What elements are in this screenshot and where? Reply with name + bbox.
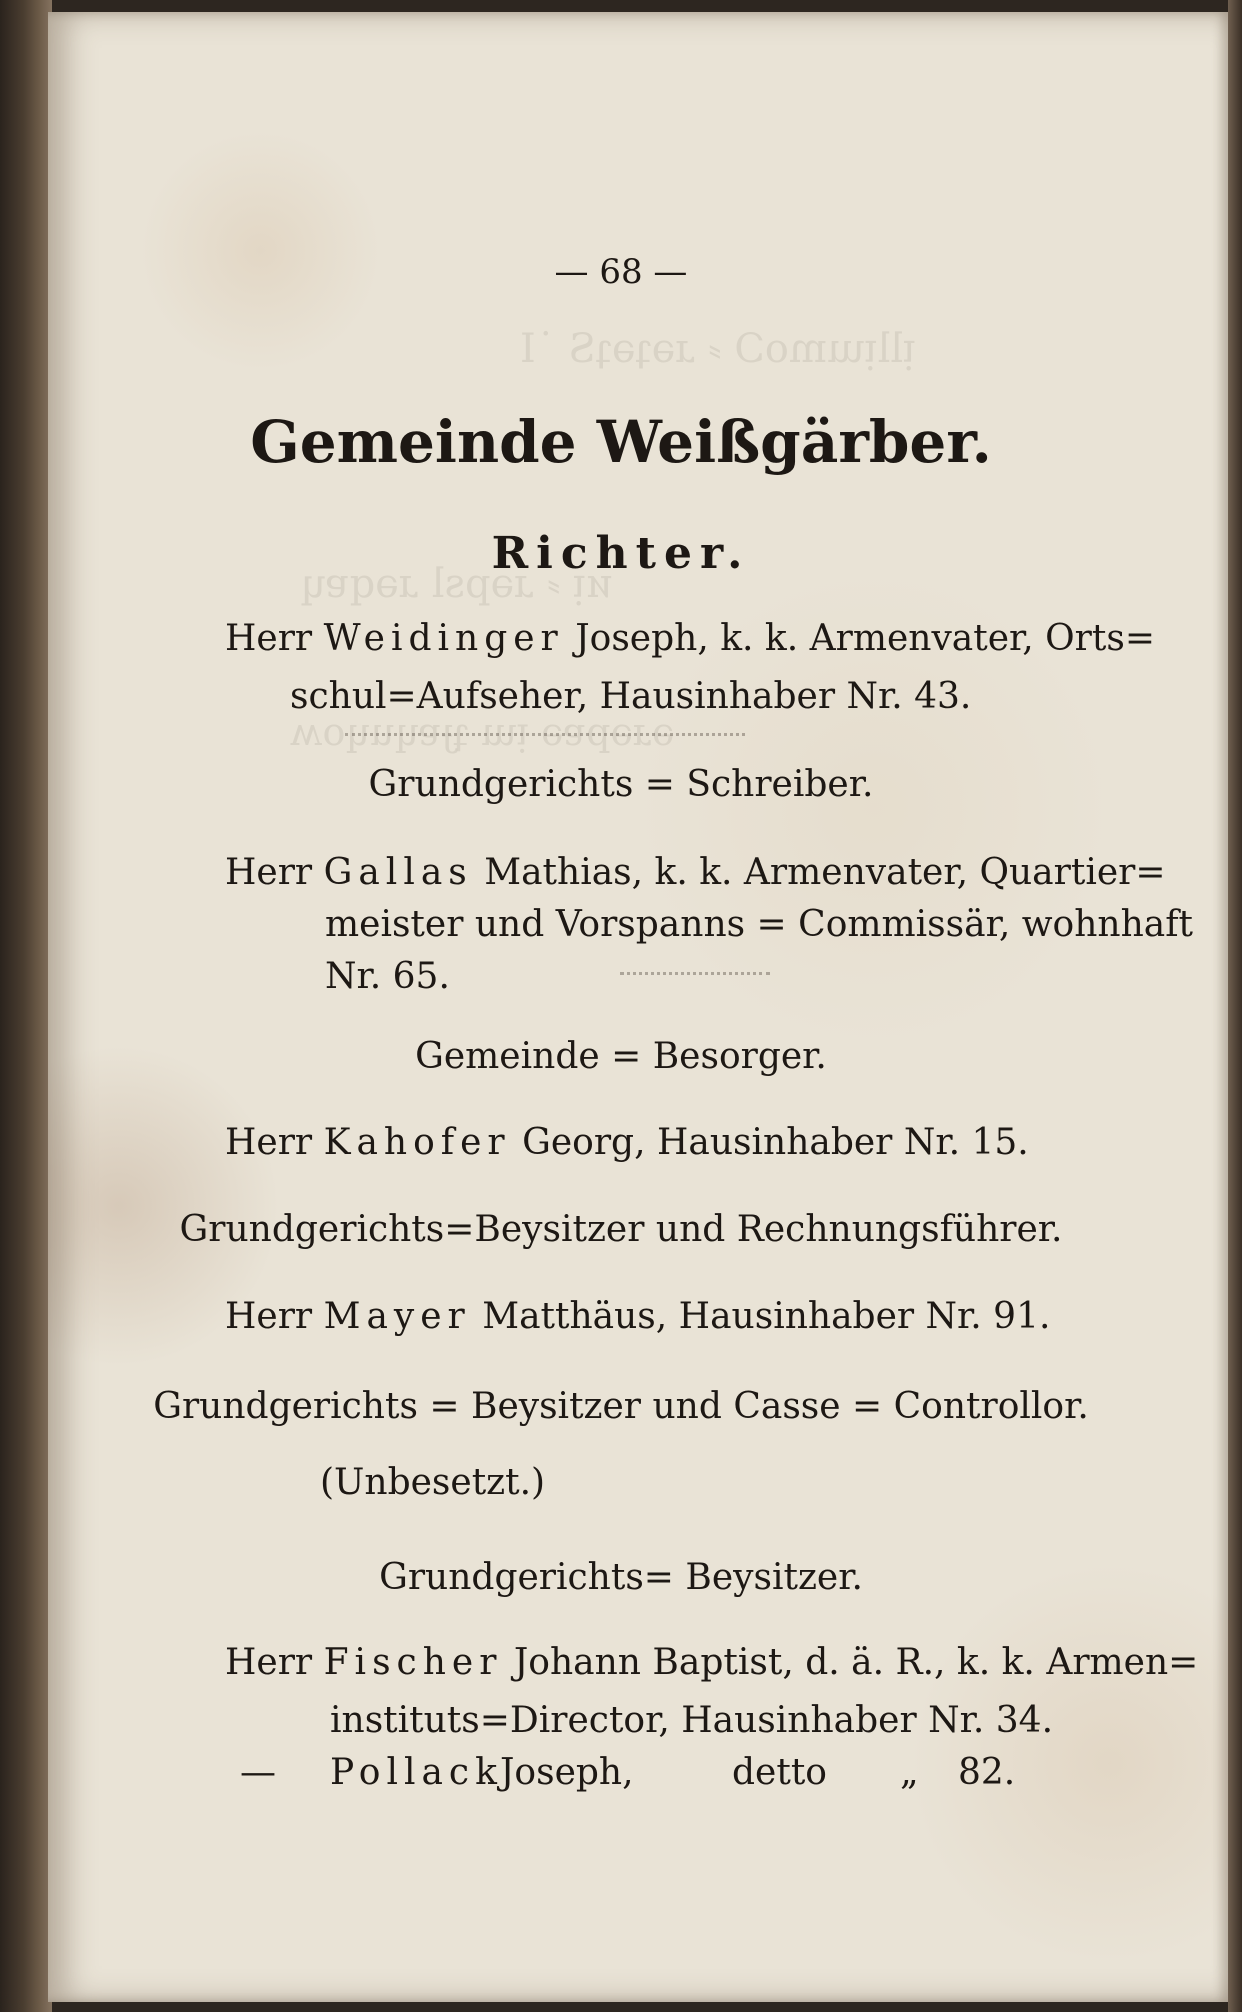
entry-schreiber-line3: Nr. 65. bbox=[325, 956, 450, 997]
person-name: Weidinger bbox=[323, 618, 564, 659]
role-heading-schreiber: Grundgerichts = Schreiber. bbox=[368, 764, 874, 805]
role-heading-controllor: Grundgerichts = Beysitzer und Casse = Controllor. bbox=[153, 1386, 1089, 1427]
book-binding bbox=[0, 0, 52, 2012]
entry-text: Mathias, k. k. Armenvater, Quartier= bbox=[484, 852, 1166, 893]
herr-label: Herr bbox=[225, 1296, 313, 1337]
entry-text: Georg, Hausinhaber Nr. 15. bbox=[522, 1122, 1029, 1163]
herr-label: Herr bbox=[225, 618, 313, 659]
herr-label: Herr bbox=[225, 1122, 313, 1163]
person-name: Fischer bbox=[323, 1642, 503, 1683]
herr-label: Herr bbox=[225, 852, 313, 893]
entry-text: Johann Baptist, d. ä. R., k. k. Armen= bbox=[513, 1642, 1199, 1683]
person-name: Gallas bbox=[323, 852, 473, 893]
person-name: Kahofer bbox=[323, 1122, 511, 1163]
divider bbox=[620, 972, 770, 975]
ditto-quote: „ bbox=[900, 1752, 919, 1793]
entry-text: Joseph, k. k. Armenvater, Orts= bbox=[575, 618, 1155, 659]
role-heading-besorger: Gemeinde = Besorger. bbox=[415, 1036, 827, 1077]
role-heading-beysitzer: Grundgerichts= Beysitzer. bbox=[379, 1557, 863, 1598]
entry-besorger bbox=[225, 1122, 1029, 1163]
entry-richter bbox=[225, 618, 1155, 659]
page-number: — 68 — bbox=[554, 252, 688, 292]
entry-beysitzer-1 bbox=[225, 1642, 1198, 1683]
herr-label: Herr bbox=[225, 1642, 313, 1683]
entry-richter-line2: schul=Aufseher, Hausinhaber Nr. 43. bbox=[290, 676, 972, 717]
ditto-dash: — bbox=[240, 1752, 276, 1793]
entry-text: Matthäus, Hausinhaber Nr. 91. bbox=[482, 1296, 1051, 1337]
house-number: 82. bbox=[958, 1752, 1016, 1793]
detto-mark: detto bbox=[732, 1752, 827, 1793]
vacancy-note: (Unbesetzt.) bbox=[320, 1462, 546, 1503]
page-title: Gemeinde Weißgärber. bbox=[250, 408, 992, 476]
entry-rechnungsfuehrer bbox=[225, 1296, 1050, 1337]
entry-schreiber-line2: meister und Vorspanns = Commissär, wohnhaft bbox=[325, 904, 1194, 945]
entry-beysitzer-1-line2: instituts=Director, Hausinhaber Nr. 34. bbox=[330, 1700, 1054, 1741]
person-name: Pollack bbox=[330, 1752, 503, 1793]
page-edge bbox=[1228, 0, 1242, 2012]
divider bbox=[345, 733, 745, 736]
given-name: Joseph, bbox=[500, 1752, 634, 1793]
role-heading-rechnungsfuehrer: Grundgerichts=Beysitzer und Rechnungsführer. bbox=[179, 1209, 1063, 1250]
person-name: Mayer bbox=[323, 1296, 471, 1337]
entry-schreiber bbox=[225, 852, 1166, 893]
section-heading: Richter. bbox=[491, 528, 751, 579]
